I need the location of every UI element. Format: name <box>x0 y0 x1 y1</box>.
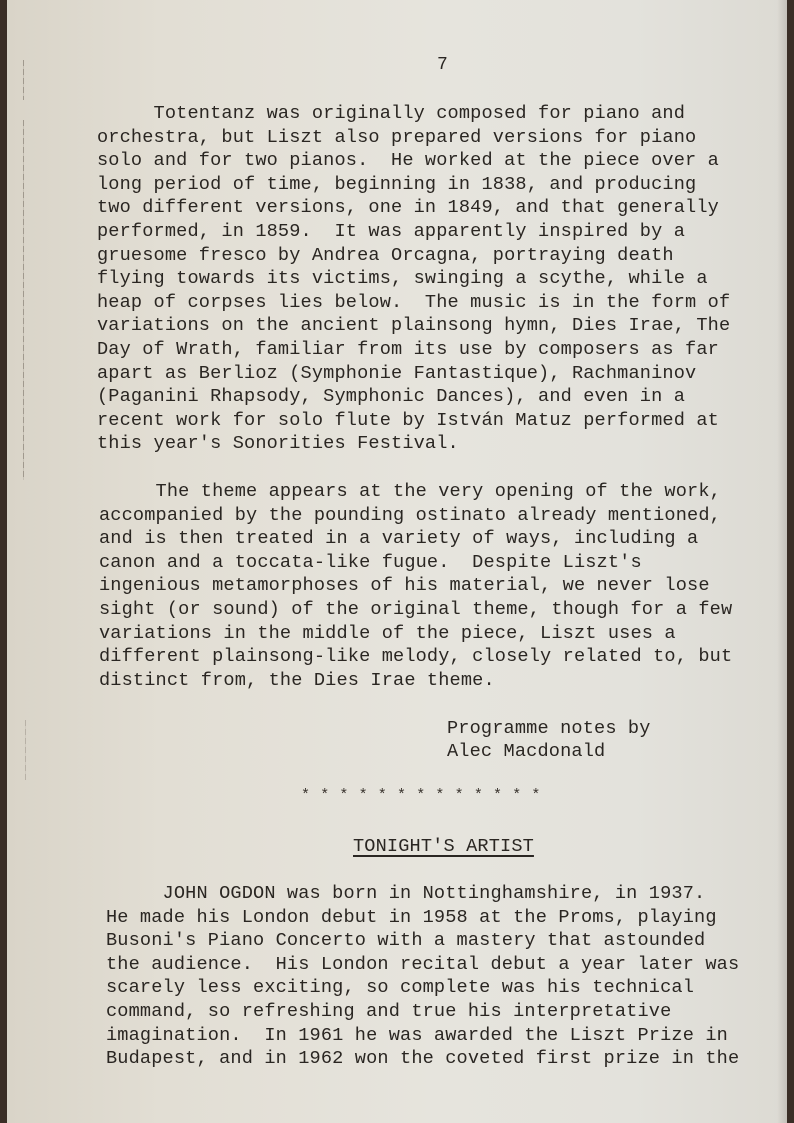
text-line: scarely less exciting, so complete was his technical <box>106 977 695 999</box>
star-separator: * * * * * * * * * * * * * <box>301 787 542 804</box>
fold-mark <box>25 720 26 780</box>
text-line: flying towards its victims, swinging a scythe, while a <box>97 268 708 290</box>
text-line: command, so refreshing and true his interpretative <box>106 1001 672 1022</box>
text-line: He made his London debut in 1958 at the Proms, playing <box>106 906 717 928</box>
text-line: gruesome fresco by Andrea Orcagna, portraying death <box>97 244 674 266</box>
page-number: 7 <box>437 55 448 75</box>
text-line: accompanied by the pounding ostinato already mentioned, <box>99 504 721 526</box>
text-line: imagination. In 1961 he was awarded the Liszt Prize in <box>106 1024 728 1046</box>
text-line: Totentanz was originally composed for piano and <box>97 103 686 124</box>
text-line: Busoni's Piano Concerto with a mastery that astounded <box>106 930 706 952</box>
text-line: ingenious metamorphoses of his material, we never lose <box>99 575 710 597</box>
credit-line-1: Programme notes by <box>447 718 651 739</box>
text-line: Budapest, and in 1962 won the coveted first prize in the <box>106 1048 740 1070</box>
text-line: variations on the ancient plainsong hymn, Dies Irae, The <box>97 315 731 337</box>
text-line: The theme appears at the very opening of the work, <box>99 481 721 502</box>
text-line: distinct from, the Dies Irae theme. <box>99 669 495 691</box>
text-line: the audience. His London recital debut a year later was <box>106 953 740 975</box>
text-line: solo and for two pianos. He worked at the piece over a <box>97 150 719 172</box>
text-line: and is then treated in a variety of ways, including a <box>99 528 699 550</box>
text-line: different plainsong-like melody, closely related to, but <box>99 646 733 668</box>
text-line: long period of time, beginning in 1838, and producing <box>97 173 697 195</box>
text-line: canon and a toccata-like fugue. Despite Liszt's <box>99 551 642 573</box>
fold-mark <box>23 120 24 480</box>
text-line: apart as Berlioz (Symphonie Fantastique), Rachmaninov <box>97 362 697 384</box>
text-line: orchestra, but Liszt also prepared versions for piano <box>97 126 697 148</box>
text-line: (Paganini Rhapsody, Symphonic Dances), and even in a <box>97 386 686 408</box>
text-line: Day of Wrath, familiar from its use by composers as far <box>97 339 719 360</box>
text-line: heap of corpses lies below. The music is in the form of <box>97 291 731 313</box>
fold-mark <box>23 60 24 100</box>
text-line: this year's Sonorities Festival. <box>97 433 459 455</box>
text-line: sight (or sound) of the original theme, though for a few <box>99 599 733 620</box>
text-line: recent work for solo flute by István Matuz performed at <box>97 409 719 431</box>
text-line: JOHN OGDON was born in Nottinghamshire, in 1937. <box>106 883 706 904</box>
credit-author: Alec Macdonald <box>447 741 606 762</box>
page-edge-shadow <box>777 0 787 1123</box>
section-heading: TONIGHT'S ARTIST <box>353 836 534 857</box>
text-line: variations in the middle of the piece, Liszt uses a <box>99 622 676 644</box>
text-line: performed, in 1859. It was apparently inspired by a <box>97 221 686 242</box>
text-line: two different versions, one in 1849, and that generally <box>97 197 719 219</box>
